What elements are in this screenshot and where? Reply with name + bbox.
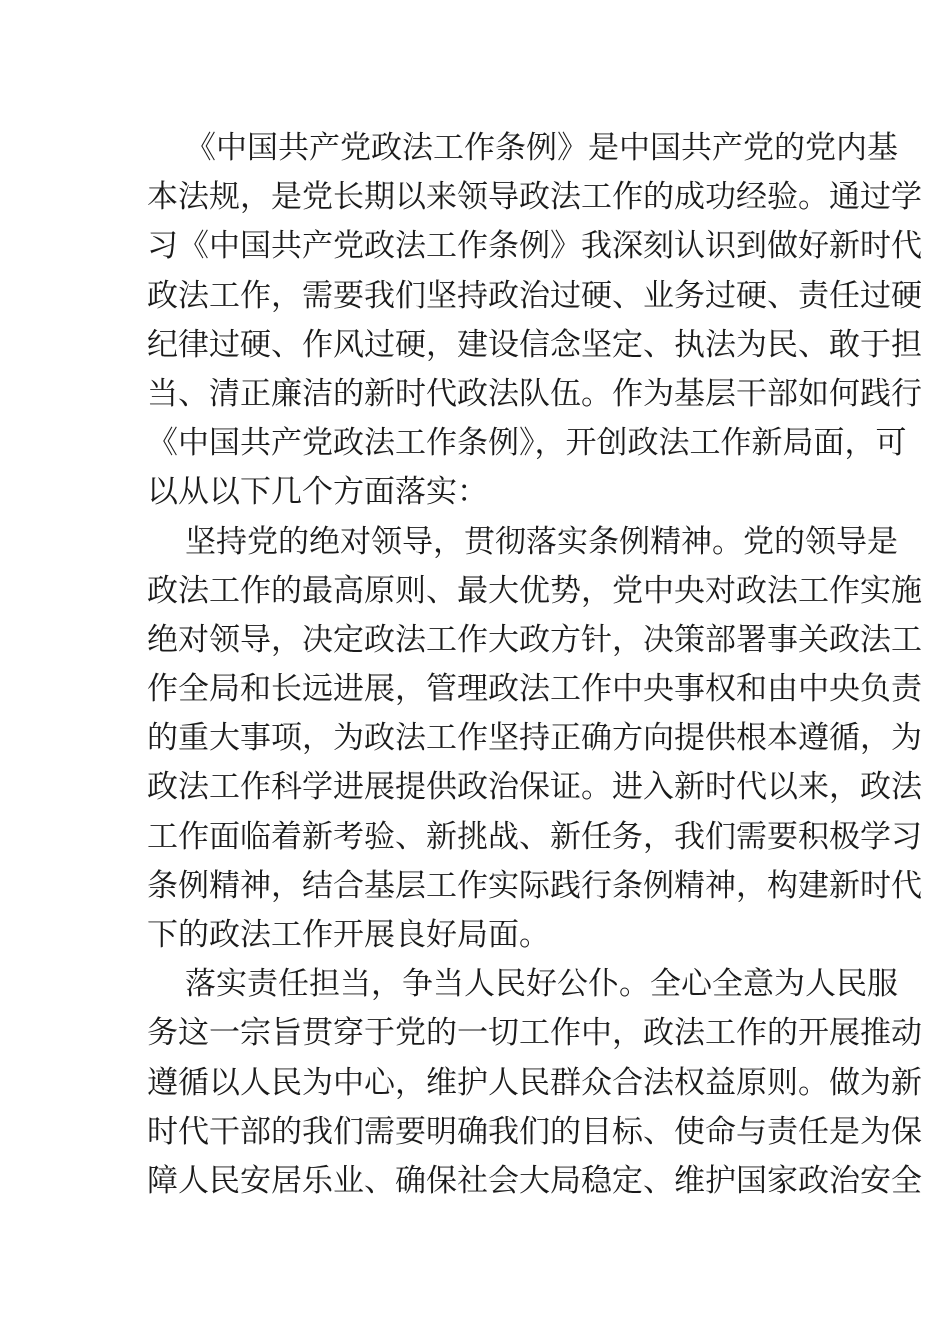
text-line: 政法工作，需要我们坚持政治过硬、业务过硬、责任过硬 (147, 277, 922, 314)
text-line: 习《中国共产党政法工作条例》我深刻认识到做好新时代 (147, 228, 922, 265)
text-line: 绝对领导，决定政法工作大政方针，决策部署事关政法工 (147, 621, 922, 658)
paragraph-2 (147, 518, 922, 961)
text-line: 以从以下几个方面落实： (147, 474, 488, 511)
text-line: 落实责任担当，争当人民好公仆。全心全意为人民服 (185, 966, 898, 1003)
text-line: 当、清正廉洁的新时代政法队伍。作为基层干部如何践行 (147, 375, 922, 412)
text-line: 下的政法工作开展良好局面。 (147, 917, 550, 953)
text-line: 坚持党的绝对领导，贯彻落实条例精神。党的领导是 (185, 523, 898, 560)
paragraph-3 (147, 960, 922, 1206)
document-body (147, 124, 922, 1206)
text-line: 本法规，是党长期以来领导政法工作的成功经验。通过学 (147, 179, 922, 216)
text-line: 《中国共产党政法工作条例》是中国共产党的党内基 (185, 130, 898, 166)
text-line: 工作面临着新考验、新挑战、新任务，我们需要积极学习 (147, 818, 922, 855)
text-line: 政法工作科学进展提供政治保证。进入新时代以来，政法 (147, 769, 922, 806)
text-line: 《中国共产党政法工作条例》，开创政法工作新局面，可 (147, 425, 907, 462)
text-line: 条例精神，结合基层工作实际践行条例精神，构建新时代 (147, 867, 922, 904)
text-line: 务这一宗旨贯穿于党的一切工作中，政法工作的开展推动 (147, 1015, 922, 1052)
text-line: 纪律过硬、作风过硬，建设信念坚定、执法为民、敢于担 (147, 326, 922, 363)
text-line: 政法工作的最高原则、最大优势，党中央对政法工作实施 (147, 572, 922, 609)
text-line: 的重大事项，为政法工作坚持正确方向提供根本遵循，为 (147, 720, 922, 757)
text-line: 时代干部的我们需要明确我们的目标、使命与责任是为保 (147, 1113, 922, 1150)
text-line: 遵循以人民为中心，维护人民群众合法权益原则。做为新 (147, 1064, 922, 1101)
paragraph-1 (147, 124, 922, 518)
text-line: 障人民安居乐业、确保社会大局稳定、维护国家政治安全 (147, 1162, 922, 1199)
text-line: 作全局和长远进展，管理政法工作中央事权和由中央负责 (147, 671, 922, 708)
